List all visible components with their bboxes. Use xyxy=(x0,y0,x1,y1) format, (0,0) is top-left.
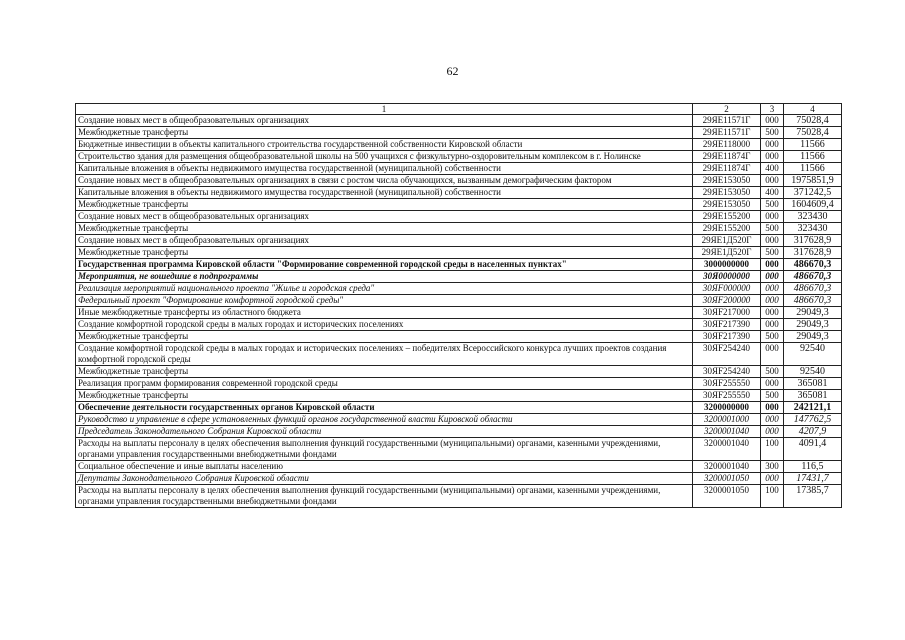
row-code-cell: 3200001050 xyxy=(693,485,761,508)
row-amount-cell: 486670,3 xyxy=(784,259,842,271)
table-row xyxy=(76,211,842,223)
row-kind-cell: 000 xyxy=(761,283,784,295)
table-row xyxy=(76,461,842,473)
row-kind-cell: 000 xyxy=(761,175,784,187)
row-amount-cell: 11566 xyxy=(784,139,842,151)
row-code-cell: 3200000000 xyxy=(693,402,761,414)
row-name-cell: Создание новых мест в общеобразовательных организациях xyxy=(76,235,693,247)
row-kind-cell: 000 xyxy=(761,295,784,307)
row-kind-cell: 000 xyxy=(761,151,784,163)
row-amount-cell: 323430 xyxy=(784,211,842,223)
row-code-cell: 30Я0000000 xyxy=(693,271,761,283)
row-kind-cell: 000 xyxy=(761,319,784,331)
row-name-cell: Реализация программ формирования современной городской среды xyxy=(76,378,693,390)
row-amount-cell: 486670,3 xyxy=(784,295,842,307)
row-amount-cell: 486670,3 xyxy=(784,283,842,295)
row-kind-cell: 000 xyxy=(761,343,784,366)
row-code-cell: 29ЯE153050 xyxy=(693,199,761,211)
row-amount-cell: 17385,7 xyxy=(784,485,842,508)
row-amount-cell: 317628,9 xyxy=(784,247,842,259)
row-kind-cell: 000 xyxy=(761,115,784,127)
row-kind-cell: 500 xyxy=(761,127,784,139)
row-name-cell: Председатель Законодательного Собрания Кировской области xyxy=(76,426,693,438)
row-amount-cell: 317628,9 xyxy=(784,235,842,247)
header-name-column: 1 xyxy=(76,104,693,115)
table-row xyxy=(76,414,842,426)
table-row xyxy=(76,343,842,366)
row-amount-cell: 4207,9 xyxy=(784,426,842,438)
row-kind-cell: 500 xyxy=(761,366,784,378)
row-amount-cell: 11566 xyxy=(784,151,842,163)
row-kind-cell: 000 xyxy=(761,307,784,319)
row-kind-cell: 000 xyxy=(761,259,784,271)
row-amount-cell: 486670,3 xyxy=(784,271,842,283)
table-row xyxy=(76,402,842,414)
row-code-cell: 29ЯE11874Г xyxy=(693,163,761,175)
table-row xyxy=(76,199,842,211)
table-row xyxy=(76,115,842,127)
row-kind-cell: 500 xyxy=(761,331,784,343)
table-row xyxy=(76,223,842,235)
row-code-cell: 30ЯF000000 xyxy=(693,283,761,295)
row-code-cell: 30ЯF200000 xyxy=(693,295,761,307)
header-amount-column: 4 xyxy=(784,104,842,115)
row-name-cell: Обеспечение деятельности государственных органов Кировской области xyxy=(76,402,693,414)
row-amount-cell: 365081 xyxy=(784,390,842,402)
row-code-cell: 29ЯE11571Г xyxy=(693,115,761,127)
row-kind-cell: 400 xyxy=(761,163,784,175)
table-row xyxy=(76,366,842,378)
table-row xyxy=(76,378,842,390)
row-name-cell: Межбюджетные трансферты xyxy=(76,366,693,378)
table-row xyxy=(76,163,842,175)
header-code-column: 2 xyxy=(693,104,761,115)
row-name-cell: Межбюджетные трансферты xyxy=(76,223,693,235)
table-row xyxy=(76,426,842,438)
row-name-cell: Социальное обеспечение и иные выплаты населению xyxy=(76,461,693,473)
row-kind-cell: 000 xyxy=(761,426,784,438)
row-name-cell: Бюджетные инвестиции в объекты капитального строительства государственной собственности Кировской области xyxy=(76,139,693,151)
row-code-cell: 3200001040 xyxy=(693,461,761,473)
row-kind-cell: 400 xyxy=(761,187,784,199)
table-row xyxy=(76,307,842,319)
row-amount-cell: 29049,3 xyxy=(784,307,842,319)
row-kind-cell: 100 xyxy=(761,438,784,461)
row-code-cell: 30ЯF254240 xyxy=(693,366,761,378)
row-amount-cell: 242121,1 xyxy=(784,402,842,414)
row-code-cell: 29ЯE11874Г xyxy=(693,151,761,163)
row-kind-cell: 000 xyxy=(761,139,784,151)
row-name-cell: Федеральный проект "Формирование комфортной городской среды" xyxy=(76,295,693,307)
row-name-cell: Межбюджетные трансферты xyxy=(76,247,693,259)
row-kind-cell: 000 xyxy=(761,378,784,390)
row-code-cell: 30ЯF255550 xyxy=(693,378,761,390)
table-row xyxy=(76,247,842,259)
row-amount-cell: 323430 xyxy=(784,223,842,235)
table-row xyxy=(76,259,842,271)
row-code-cell: 29ЯE153050 xyxy=(693,175,761,187)
row-amount-cell: 92540 xyxy=(784,343,842,366)
row-code-cell: 30ЯF217390 xyxy=(693,331,761,343)
row-name-cell: Мероприятия, не вошедшие в подпрограммы xyxy=(76,271,693,283)
row-amount-cell: 1604609,4 xyxy=(784,199,842,211)
header-kind-column: 3 xyxy=(761,104,784,115)
row-name-cell: Создание новых мест в общеобразовательных организациях xyxy=(76,211,693,223)
table-row xyxy=(76,283,842,295)
row-name-cell: Создание новых мест в общеобразовательных организациях в связи с ростом числа обучающихся, вызванным демографическим фактором xyxy=(76,175,693,187)
row-code-cell: 29ЯE118000 xyxy=(693,139,761,151)
table-row xyxy=(76,390,842,402)
row-name-cell: Создание комфортной городской среды в малых городах и исторических поселениях xyxy=(76,319,693,331)
row-code-cell: 29ЯE155200 xyxy=(693,223,761,235)
row-code-cell: 3200001040 xyxy=(693,426,761,438)
row-amount-cell: 92540 xyxy=(784,366,842,378)
row-kind-cell: 500 xyxy=(761,199,784,211)
row-name-cell: Межбюджетные трансферты xyxy=(76,127,693,139)
row-name-cell: Реализация мероприятий национального проекта "Жилье и городская среда" xyxy=(76,283,693,295)
row-amount-cell: 116,5 xyxy=(784,461,842,473)
row-code-cell: 30ЯF254240 xyxy=(693,343,761,366)
row-name-cell: Создание комфортной городской среды в малых городах и исторических поселениях – победителях Всероссийского конкурса лучших проектов создания комфортной городской среды xyxy=(76,343,693,366)
row-amount-cell: 147762,5 xyxy=(784,414,842,426)
row-name-cell: Капитальные вложения в объекты недвижимого имущества государственной (муниципальной) собственности xyxy=(76,163,693,175)
row-amount-cell: 365081 xyxy=(784,378,842,390)
row-name-cell: Расходы на выплаты персоналу в целях обеспечения выполнения функций государственными (муниципальными) органами, казенными учреждениями, органами управления государственными внебюджетными фондами xyxy=(76,485,693,508)
row-name-cell: Руководство и управление в сфере установленных функций органов государственной власти Кировской области xyxy=(76,414,693,426)
row-amount-cell: 4091,4 xyxy=(784,438,842,461)
row-name-cell: Иные межбюджетные трансферты из областного бюджета xyxy=(76,307,693,319)
row-code-cell: 3200001050 xyxy=(693,473,761,485)
row-amount-cell: 29049,3 xyxy=(784,331,842,343)
table-row xyxy=(76,235,842,247)
row-name-cell: Строительство здания для размещения общеобразовательной школы на 500 учащихся с физкультурно-оздоровительным комплексом в г. Нолинске xyxy=(76,151,693,163)
row-name-cell: Расходы на выплаты персоналу в целях обеспечения выполнения функций государственными (муниципальными) органами, казенными учреждениями, органами управления государственными внебюджетными фондами xyxy=(76,438,693,461)
row-amount-cell: 1975851,9 xyxy=(784,175,842,187)
row-code-cell: 30ЯF217390 xyxy=(693,319,761,331)
row-name-cell: Межбюджетные трансферты xyxy=(76,331,693,343)
table-row xyxy=(76,438,842,461)
table-body xyxy=(76,115,842,508)
table-row xyxy=(76,139,842,151)
table-row xyxy=(76,175,842,187)
row-kind-cell: 000 xyxy=(761,271,784,283)
table-row xyxy=(76,271,842,283)
row-code-cell: 29ЯE155200 xyxy=(693,211,761,223)
row-code-cell: 3000000000 xyxy=(693,259,761,271)
table-row xyxy=(76,127,842,139)
table-row xyxy=(76,295,842,307)
row-amount-cell: 11566 xyxy=(784,163,842,175)
table-row xyxy=(76,331,842,343)
row-kind-cell: 000 xyxy=(761,402,784,414)
row-kind-cell: 000 xyxy=(761,211,784,223)
row-name-cell: Депутаты Законодательного Собрания Кировской области xyxy=(76,473,693,485)
row-code-cell: 29ЯE153050 xyxy=(693,187,761,199)
row-code-cell: 3200001000 xyxy=(693,414,761,426)
row-amount-cell: 75028,4 xyxy=(784,127,842,139)
table-row xyxy=(76,473,842,485)
row-code-cell: 29ЯE1Д520Г xyxy=(693,247,761,259)
row-kind-cell: 500 xyxy=(761,247,784,259)
row-code-cell: 30ЯF255550 xyxy=(693,390,761,402)
row-name-cell: Капитальные вложения в объекты недвижимого имущества государственной (муниципальной) собственности xyxy=(76,187,693,199)
page-number: 62 xyxy=(446,64,459,78)
row-code-cell: 30ЯF217000 xyxy=(693,307,761,319)
header-row xyxy=(76,104,842,115)
table-row xyxy=(76,485,842,508)
row-kind-cell: 000 xyxy=(761,473,784,485)
budget-table xyxy=(75,103,842,508)
row-amount-cell: 75028,4 xyxy=(784,115,842,127)
row-kind-cell: 500 xyxy=(761,390,784,402)
row-code-cell: 3200001040 xyxy=(693,438,761,461)
row-kind-cell: 100 xyxy=(761,485,784,508)
row-name-cell: Государственная программа Кировской области "Формирование современной городской среды в населенных пунктах" xyxy=(76,259,693,271)
row-name-cell: Межбюджетные трансферты xyxy=(76,390,693,402)
row-amount-cell: 17431,7 xyxy=(784,473,842,485)
table-row xyxy=(76,187,842,199)
row-code-cell: 29ЯE1Д520Г xyxy=(693,235,761,247)
row-kind-cell: 500 xyxy=(761,223,784,235)
table-row xyxy=(76,319,842,331)
table-row xyxy=(76,151,842,163)
row-kind-cell: 000 xyxy=(761,414,784,426)
row-kind-cell: 300 xyxy=(761,461,784,473)
row-kind-cell: 000 xyxy=(761,235,784,247)
row-amount-cell: 29049,3 xyxy=(784,319,842,331)
row-code-cell: 29ЯE11571Г xyxy=(693,127,761,139)
row-amount-cell: 371242,5 xyxy=(784,187,842,199)
row-name-cell: Межбюджетные трансферты xyxy=(76,199,693,211)
row-name-cell: Создание новых мест в общеобразовательных организациях xyxy=(76,115,693,127)
